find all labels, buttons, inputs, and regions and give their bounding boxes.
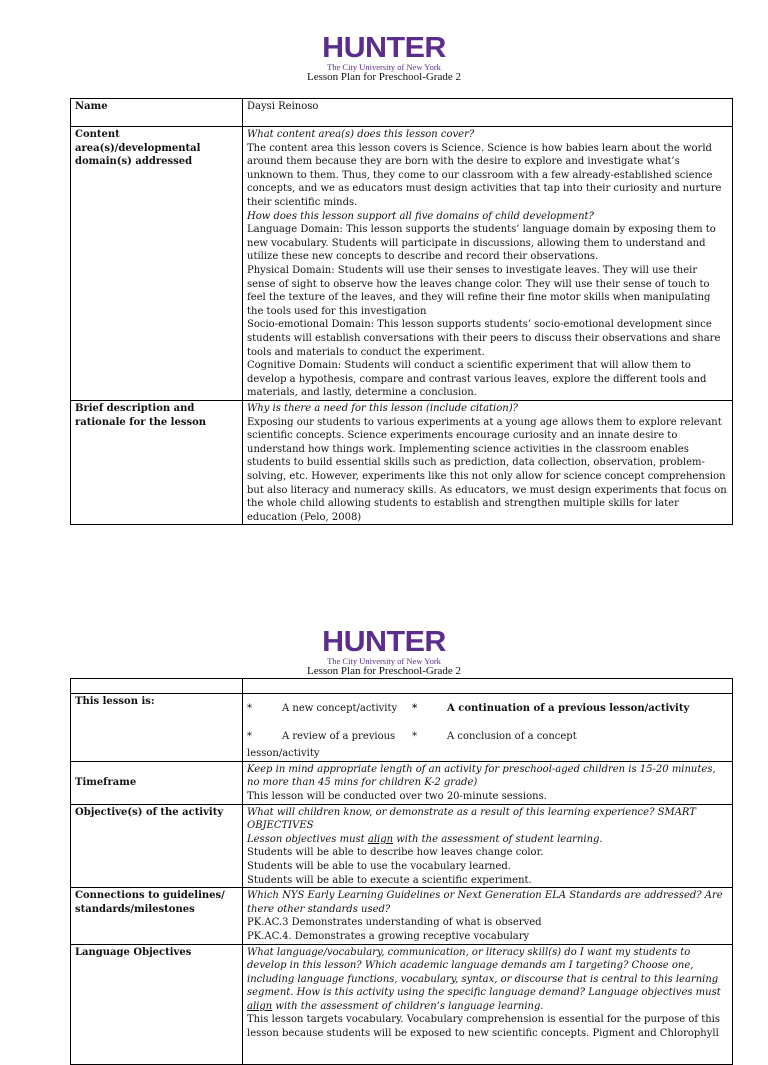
option-continuation: * A continuation of a previous lesson/activity <box>412 703 690 714</box>
prompt-text: Which NYS Early Learning Guidelines or Next Generation ELA Standards are addressed? Are there other standards used? <box>247 890 723 915</box>
logo-wordmark: HUNTER <box>322 32 446 64</box>
prompt-text: What content area(s) does this lesson cover? <box>247 129 475 140</box>
row-content <box>243 761 733 804</box>
table-row <box>71 888 733 944</box>
row-content <box>243 127 733 401</box>
standard-item: PK.AC.3 Demonstrates understanding of what is observed <box>247 917 542 929</box>
logo-subtitle: The City University of New York <box>327 656 441 666</box>
prompt-text: Lesson objectives must align with the assessment of student learning. <box>247 833 603 845</box>
table-row <box>71 401 733 525</box>
row-label: Objective(s) of the activity <box>71 804 243 888</box>
hunter-logo <box>0 34 768 72</box>
hunter-logo <box>0 628 768 666</box>
lesson-plan-table-2 <box>70 678 733 1065</box>
row-content <box>243 401 733 525</box>
row-label: Content area(s)/developmental domain(s) addressed <box>71 127 243 401</box>
paragraph: Physical Domain: Students will use their senses to investigate leaves. They will use their sense of sight to observe how the leaves change color. They will use their sense of touch to feel the texture of the leaves, and they will refine their fine motor skills when manipulating the tools used for this investigation <box>247 264 711 317</box>
row-content <box>243 888 733 944</box>
table-row <box>71 679 733 694</box>
prompt-text: How does this lesson support all five domains of child development? <box>247 210 594 222</box>
logo-subtitle: The City University of New York <box>327 62 441 72</box>
row-label: Name <box>71 99 243 127</box>
prompt-text: Keep in mind appropriate length of an activity for preschool-aged children is 15-20 minutes, no more than 45 mins for children K-2 grade) <box>247 763 716 789</box>
lesson-type-options <box>243 694 733 762</box>
prompt-text: What language/vocabulary, communication, or literacy skill(s) do I want my students to develop in this lesson? Which academic language demands am I targeting? Choose one, including language functions, vocabulary, syntax, or discourse that is central to this learning segment. How is this activity using the specific language demand? Language objectives must align with the assessment of children’s language learning. <box>247 946 721 1012</box>
row-label: Brief description and rationale for the lesson <box>71 401 243 525</box>
option-new-concept: * A new concept/activity <box>247 703 398 714</box>
table-row <box>71 761 733 804</box>
bullet: * <box>412 730 417 742</box>
paragraph: This lesson targets vocabulary. Vocabulary comprehension is essential for the purpose of this lesson because students will be exposed to new scientific concepts. Pigment and Chlorophyll <box>247 1014 721 1040</box>
lesson-plan-table-1 <box>70 98 733 525</box>
paragraph: This lesson will be conducted over two 20-minute sessions. <box>247 790 547 802</box>
standard-item: PK.AC.4. Demonstrates a growing receptive vocabulary <box>247 930 530 942</box>
table-row <box>71 99 733 127</box>
paragraph: Cognitive Domain: Students will conduct a scientific experiment that will allow them to develop a hypothesis, compare and contrast various leaves, explore the different tools and materials, and lastly, determine a conclusion. <box>247 360 707 399</box>
objective-item: Students will be able to execute a scientific experiment. <box>247 874 532 886</box>
row-label: Timeframe <box>71 761 243 804</box>
row-label: Connections to guidelines/ standards/milestones <box>71 888 243 944</box>
option-conclusion: * A conclusion of a concept <box>412 730 577 742</box>
paragraph: Language Domain: This lesson supports the students’ language domain by exposing them to new vocabulary. Students will participate in discussions, allowing them to understand and utilize these new concepts to describe and record their observations. <box>247 224 716 263</box>
name-value: Daysi Reinoso <box>247 101 319 112</box>
empty-cell <box>243 679 733 694</box>
logo-wordmark: HUNTER <box>322 626 446 658</box>
row-content <box>243 944 733 1064</box>
empty-cell <box>71 679 243 694</box>
table-row <box>71 694 733 762</box>
paragraph: Exposing our students to various experiments at a young age allows them to explore relevant scientific concepts. Science experiments encourage curiosity and an innate desire to understand how things work. Implementing science activities in the classroom enables students to build essential skills such as prediction, data collection, observation, problem-solving, etc. However, experiments like this not only allow for science concept comprehension but also literacy and numeracy skills. As educators, we must design experiments that focus on the whole child allowing students to establish and strengthen multiple skills for later education (Pelo, 2008) <box>247 416 727 523</box>
bullet: * <box>247 730 252 742</box>
objective-item: Students will be able to describe how leaves change color. <box>247 847 544 859</box>
bullet: * <box>247 703 252 714</box>
row-content <box>243 99 733 127</box>
paragraph: Socio-emotional Domain: This lesson supports students’ socio-emotional development since students will establish conversations with their peers to discuss their observations and share tools and materials to conduct the experiment. <box>247 319 721 358</box>
bullet: * <box>412 703 418 714</box>
page-title: Lesson Plan for Preschool-Grade 2 <box>307 71 461 83</box>
prompt-text: What will children know, or demonstrate as a result of this learning experience? SMART OBJECTIVES <box>247 806 696 832</box>
option-review-continued: lesson/activity <box>247 748 320 760</box>
option-review: * A review of a previous <box>247 730 396 742</box>
table-row <box>71 944 733 1064</box>
table-row <box>71 804 733 888</box>
page-title: Lesson Plan for Preschool-Grade 2 <box>307 665 461 677</box>
objective-item: Students will be able to use the vocabulary learned. <box>247 860 511 872</box>
row-content <box>243 804 733 888</box>
paragraph: The content area this lesson covers is Science. Science is how babies learn about the world around them because they are born with the desire to explore and investigate what’s unknown to them. Thus, they come to our classroom with a few already-established science concepts, and we as educators must design activities that tap into their curiosity and nurture their scientific minds. <box>247 142 722 208</box>
row-label: This lesson is: <box>71 694 243 762</box>
table-row <box>71 127 733 401</box>
prompt-text: Why is there a need for this lesson (include citation)? <box>247 403 518 414</box>
row-label: Language Objectives <box>71 944 243 1064</box>
